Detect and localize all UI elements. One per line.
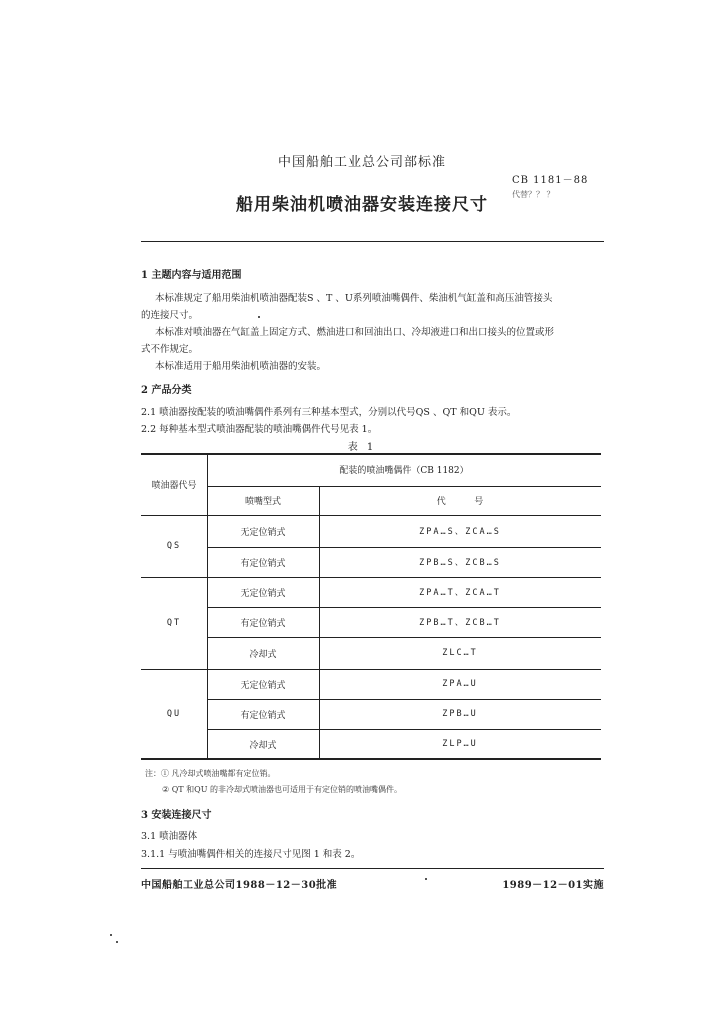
- scan-speck: [425, 878, 427, 880]
- scan-speck: [258, 316, 260, 318]
- effective-date: 1989－12－01实施: [502, 880, 604, 891]
- nozzle-type-cell: 冷却式: [249, 740, 277, 751]
- nozzle-type-cell: 有定位销式: [240, 618, 286, 629]
- table-1: [141, 453, 601, 759]
- table-note-2: ② QT 和QU 的非冷却式喷油器也可适用于有定位销的喷油嘴偶件。: [162, 785, 402, 794]
- section-2-heading: 2 产品分类: [141, 385, 192, 396]
- section-1-paragraph-1-line-1: 本标准规定了船用柴油机喷油器配装S 、T 、U系列喷油嘴偶件、柴油机气缸盖和高压油管接头: [155, 293, 553, 304]
- footer-divider: [141, 868, 604, 869]
- replace-note: 代替？？ ？: [512, 190, 555, 199]
- scan-speck: [116, 941, 118, 943]
- table-header-nozzle-group: 配装的喷油嘴偶件（CB 1182）: [339, 466, 469, 476]
- nozzle-code-cell: ZPB…U: [442, 709, 478, 719]
- nozzle-code-cell: ZLC…T: [442, 648, 478, 658]
- nozzle-code-cell: ZLP…U: [442, 739, 478, 749]
- nozzle-code-cell: ZPB…S、ZCB…S: [419, 558, 501, 568]
- table-note-1: 注：① 凡冷却式喷油嘴都有定位销。: [145, 769, 276, 778]
- clause-2-1: 2.1 喷油器按配装的喷油嘴偶件系列有三种基本型式，分别以代号QS 、QT 和QU 表示。: [141, 407, 517, 418]
- table-1-caption: 表 1: [347, 442, 377, 453]
- clause-3-1: 3.1 喷油器体: [141, 831, 198, 842]
- clause-2-2: 2.2 每种基本型式喷油器配装的喷油嘴偶件代号见表 1。: [141, 424, 378, 435]
- nozzle-code-cell: ZPB…T、ZCB…T: [419, 618, 501, 628]
- document-title: 船用柴油机喷油器安装连接尺寸: [236, 195, 488, 215]
- injector-code-qs: QS: [166, 541, 182, 551]
- table-header-nozzle-type: 喷嘴型式: [244, 497, 281, 507]
- header-divider: [141, 241, 604, 242]
- nozzle-type-cell: 有定位销式: [240, 710, 286, 721]
- nozzle-type-cell: 有定位销式: [240, 558, 286, 569]
- injector-code-qu: QU: [166, 709, 182, 719]
- section-1-paragraph-2-line-2: 式不作规定。: [141, 344, 199, 355]
- section-1-paragraph-2-line-1: 本标准对喷油器在气缸盖上固定方式、燃油进口和回油出口、冷却液进口和出口接头的位置或形: [155, 327, 555, 338]
- table-header-code: 代 号: [436, 497, 484, 507]
- issuing-organization: 中国船舶工业总公司部标准: [277, 155, 446, 170]
- nozzle-type-cell: 无定位销式: [240, 527, 286, 538]
- standard-number: CB 1181－88: [512, 175, 589, 186]
- nozzle-code-cell: ZPA…S、ZCA…S: [419, 527, 501, 537]
- approval-date: 中国船舶工业总公司1988－12－30批准: [141, 880, 338, 891]
- section-1-paragraph-1-line-2: 的连接尺寸。: [141, 310, 199, 321]
- nozzle-code-cell: ZPA…T、ZCA…T: [419, 588, 501, 598]
- section-3-heading: 3 安装连接尺寸: [141, 810, 212, 821]
- nozzle-type-cell: 无定位销式: [240, 588, 286, 599]
- nozzle-type-cell: 无定位销式: [240, 680, 286, 691]
- scan-speck: [110, 934, 112, 936]
- clause-3-1-1: 3.1.1 与喷油嘴偶件相关的连接尺寸见图 1 和表 2。: [141, 849, 361, 860]
- nozzle-type-cell: 冷却式: [249, 649, 277, 660]
- nozzle-code-cell: ZPA…U: [442, 679, 478, 689]
- section-1-paragraph-3: 本标准适用于船用柴油机喷油器的安装。: [155, 361, 327, 372]
- injector-code-qt: QT: [166, 618, 182, 628]
- table-header-injector-code: 喷油器代号: [151, 480, 197, 491]
- section-1-heading: 1 主题内容与适用范围: [141, 270, 242, 281]
